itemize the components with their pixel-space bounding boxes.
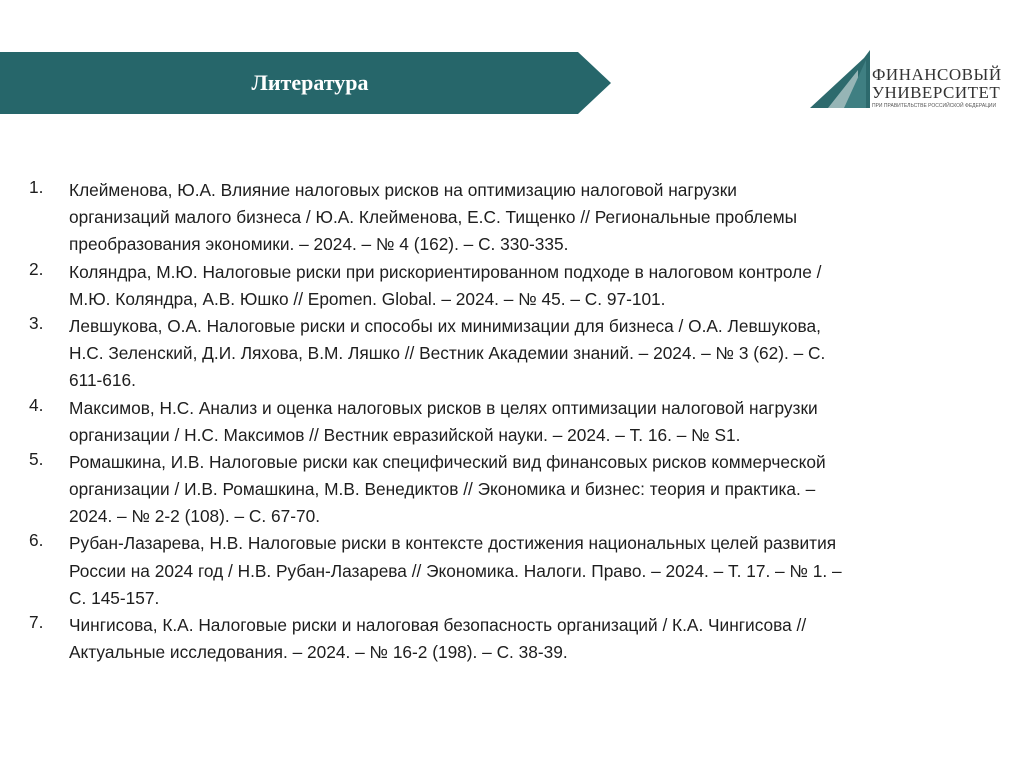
reference-text-line: Левшукова, О.А. Налоговые риски и способы их минимизации для бизнеса / О.А. Левшукова,	[69, 315, 821, 336]
reference-item	[0, 612, 1024, 666]
reference-item	[0, 177, 1024, 259]
reference-number: 2.	[29, 258, 44, 279]
title-banner	[0, 52, 612, 114]
reference-text-line: России на 2024 год / Н.В. Рубан-Лазарева // Экономика. Налоги. Право. – 2024. – Т. 17. – № 1. –	[69, 560, 842, 581]
reference-text-line: организации / Н.С. Максимов // Вестник евразийской науки. – 2024. – Т. 16. – № S1.	[69, 424, 741, 445]
reference-list	[0, 177, 1024, 666]
reference-text-line: Рубан-Лазарева, Н.В. Налоговые риски в контексте достижения национальных целей развития	[69, 533, 837, 554]
reference-item	[0, 259, 1024, 313]
reference-text-line: Ромашкина, И.В. Налоговые риски как специфический вид финансовых рисков коммерческой	[69, 451, 826, 472]
university-logo	[808, 50, 1013, 120]
reference-number: 5.	[29, 448, 44, 469]
slide-title: Литература	[251, 70, 369, 95]
reference-text-line: М.Ю. Коляндра, А.В. Юшко // Epomen. Global. – 2024. – № 45. – С. 97-101.	[69, 288, 666, 309]
logo-line-1: ФИНАНСОВЫЙ	[872, 65, 1002, 84]
reference-text-line: 2024. – № 2-2 (108). – С. 67-70.	[69, 506, 321, 527]
reference-text-line: Клейменова, Ю.А. Влияние налоговых рисков на оптимизацию налоговой нагрузки	[69, 180, 737, 200]
reference-item	[0, 313, 1024, 395]
reference-number: 1.	[29, 177, 44, 197]
reference-text-line: С. 145-157.	[69, 587, 160, 608]
reference-text-line: Актуальные исследования. – 2024. – № 16-2 (198). – С. 38-39.	[69, 642, 568, 663]
reference-text-line: Н.С. Зеленский, Д.И. Ляхова, В.М. Ляшко // Вестник Академии знаний. – 2024. – № 3 (62). – С.	[69, 343, 826, 364]
logo-line-3: ПРИ ПРАВИТЕЛЬСТВЕ РОССИЙСКОЙ ФЕДЕРАЦИИ	[872, 103, 997, 109]
reference-number: 6.	[29, 530, 44, 551]
reference-text-line: Чингисова, К.А. Налоговые риски и налоговая безопасность организаций / К.А. Чингисова //	[69, 615, 807, 635]
reference-number: 3.	[29, 312, 44, 333]
reference-item	[0, 449, 1024, 531]
logo-line-2: УНИВЕРСИТЕТ	[872, 83, 1001, 102]
reference-text-line: Максимов, Н.С. Анализ и оценка налоговых рисков в целях оптимизации налоговой нагрузки	[69, 397, 818, 418]
reference-text-line: организации / И.В. Ромашкина, М.В. Венедиктов // Экономика и бизнес: теория и практика. –	[69, 479, 816, 500]
reference-text-line: преобразования экономики. – 2024. – № 4 (162). – С. 330-335.	[69, 234, 569, 255]
reference-text-line: 611-616.	[69, 370, 136, 391]
reference-number: 4.	[29, 394, 44, 415]
reference-text-line: организаций малого бизнеса / Ю.А. Клейменова, Е.С. Тищенко // Региональные проблемы	[69, 207, 798, 228]
reference-text-line: Коляндра, М.Ю. Налоговые риски при рискориентированном подходе в налоговом контроле /	[69, 261, 822, 282]
reference-item	[0, 395, 1024, 449]
reference-number: 7.	[29, 612, 44, 632]
reference-item	[0, 530, 1024, 612]
logo-emblem-icon	[808, 50, 878, 112]
